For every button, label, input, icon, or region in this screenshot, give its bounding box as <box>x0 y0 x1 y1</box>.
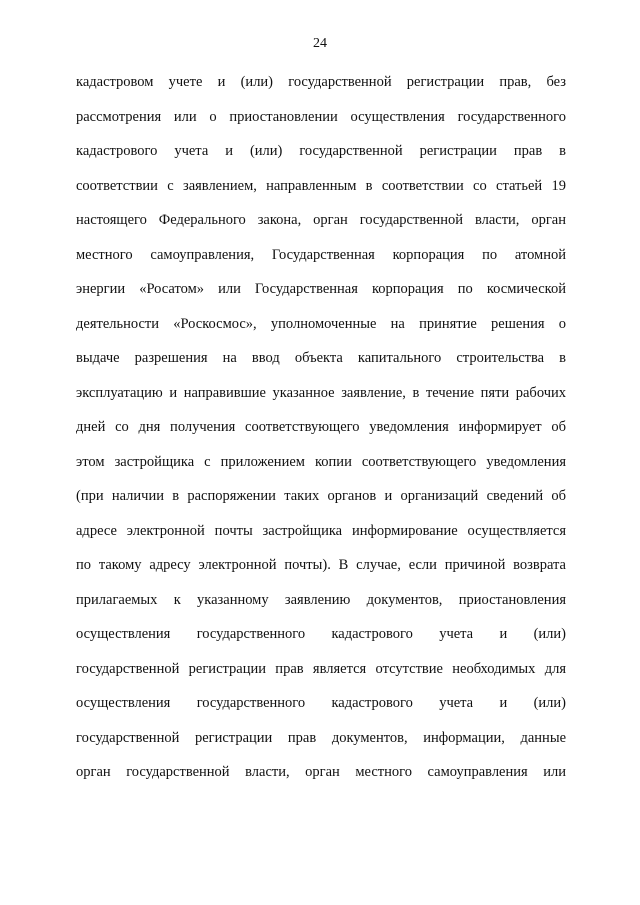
text-line: осуществления государственного кадастрового учета и (или) <box>76 695 566 711</box>
text-line: осуществления государственного кадастрового учета и (или) <box>76 626 566 642</box>
text-line: орган государственной власти, орган местного самоуправления или <box>76 764 566 780</box>
text-line: государственной регистрации прав является отсутствие необходимых для <box>76 660 566 677</box>
text-line: кадастровом учете и (или) государственной регистрации прав, без <box>76 74 566 90</box>
text-line: местного самоуправления, Государственная корпорация по атомной <box>76 246 566 263</box>
text-line: прилагаемых к указанному заявлению документов, приостановления <box>76 591 566 608</box>
text-line: этом застройщика с приложением копии соответствующего уведомления <box>76 453 566 470</box>
text-line: эксплуатацию и направившие указанное заявление, в течение пяти рабочих <box>76 384 566 401</box>
text-line: кадастрового учета и (или) государственной регистрации прав в <box>76 143 566 159</box>
text-line: выдаче разрешения на ввод объекта капитального строительства в <box>76 350 566 366</box>
text-line: настоящего Федерального закона, орган государственной власти, орган <box>76 212 566 228</box>
text-line: соответствии с заявлением, направленным в соответствии со статьей 19 <box>76 177 566 194</box>
text-line: дней со дня получения соответствующего уведомления информирует об <box>76 419 566 435</box>
text-line: по такому адресу электронной почты). В случае, если причиной возврата <box>76 557 566 573</box>
text-line: государственной регистрации прав документов, информации, данные <box>76 729 566 746</box>
text-line: адресе электронной почты застройщика информирование осуществляется <box>76 522 566 539</box>
text-line: рассмотрения или о приостановлении осуществления государственного <box>76 108 566 125</box>
body-text <box>76 72 566 797</box>
text-line: (при наличии в распоряжении таких органов и организаций сведений об <box>76 488 566 504</box>
page-number: 24 <box>313 36 327 51</box>
text-line: деятельности «Роскосмос», уполномоченные на принятие решения о <box>76 315 566 332</box>
text-line: энергии «Росатом» или Государственная корпорация по космической <box>76 281 566 297</box>
